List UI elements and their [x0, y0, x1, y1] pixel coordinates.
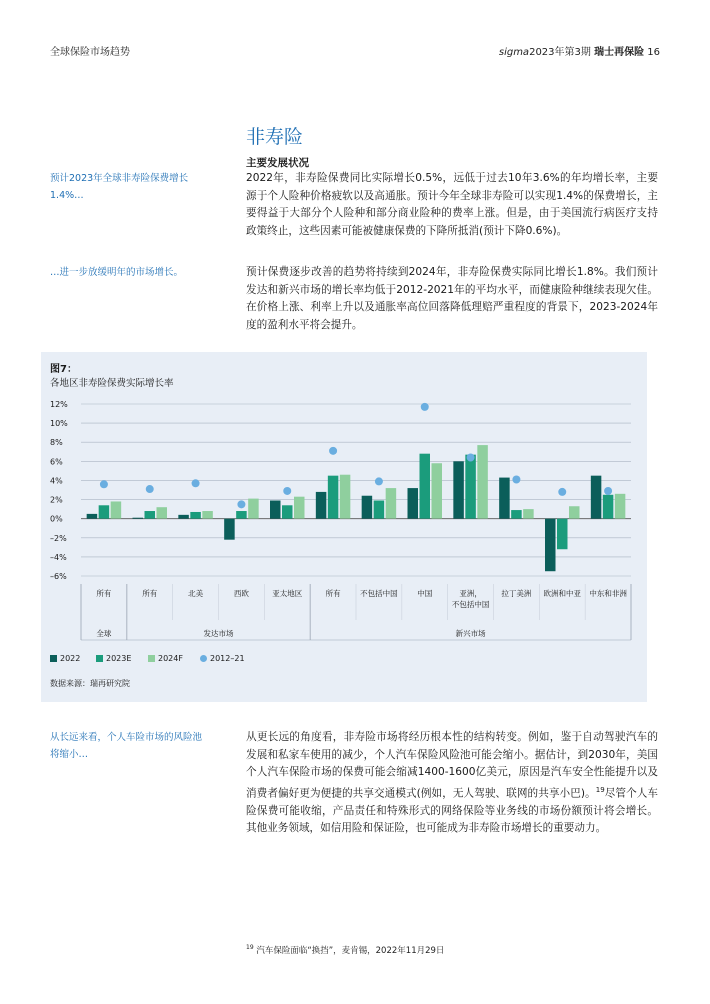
chart-svg [41, 352, 647, 702]
footnote-number: 19 [246, 944, 254, 952]
bar-2023E [145, 511, 156, 519]
bar-2022 [178, 515, 189, 519]
y-tick-label: 10% [50, 419, 68, 429]
dot-2012-21 [146, 485, 154, 493]
bar-2024F [477, 445, 488, 519]
x-tick-label: 所有 [142, 589, 158, 598]
bar-2024F [248, 499, 259, 519]
dot-2012-21 [237, 500, 245, 508]
dot-2012-21 [421, 403, 429, 411]
running-header-left: 全球保险市场趋势 [50, 47, 130, 58]
bar-2023E [557, 519, 568, 550]
dot-2012-21 [558, 488, 566, 496]
bar-2023E [99, 505, 110, 518]
figure-label: 图7： [50, 364, 77, 375]
dot-2012-21 [192, 479, 200, 487]
figure-box [41, 352, 647, 702]
legend-label: 2023E [106, 654, 132, 663]
bar-2023E [374, 501, 385, 519]
bar-2022 [362, 496, 373, 519]
y-tick-label: –4% [50, 552, 67, 562]
dot-2012-21 [329, 447, 337, 455]
footnote-text: 汽车保险面临“换挡”，麦肯锡，2022年11月29日 [256, 946, 445, 956]
bar-2024F [386, 488, 397, 519]
bar-2023E [190, 512, 201, 519]
x-tick-label: 不包括中国 [360, 589, 398, 598]
running-header-right [499, 43, 660, 58]
sidenote-premium-growth: 预计2023年全球非寿险保费增长1.4%… [50, 173, 189, 201]
legend-label: 2012–21 [210, 654, 245, 663]
bar-2024F [432, 463, 443, 518]
bar-2022 [270, 501, 281, 519]
y-tick-label: 4% [50, 476, 63, 486]
legend-swatch-dot [200, 655, 207, 662]
group-label: 新兴市场 [455, 629, 486, 638]
sigma-logo-text: sigma [498, 47, 530, 58]
bar-2023E [236, 511, 247, 519]
bar-2023E [603, 495, 614, 519]
bar-2022 [499, 478, 510, 519]
issue-text: 2023年第3期 [529, 47, 591, 58]
bar-2023E [328, 476, 339, 519]
legend-label: 2022 [60, 654, 81, 663]
bar-2023E [282, 505, 293, 518]
bar-2024F [569, 506, 580, 518]
chart-title: 各地区非寿险保费实际增长率 [50, 378, 174, 389]
legend-swatch-2024F [148, 655, 155, 662]
legend-swatch-2022 [50, 655, 57, 662]
y-tick-label: 8% [50, 438, 63, 448]
footnote [246, 944, 444, 956]
figure-source: 数据来源：瑞再研究院 [50, 679, 130, 688]
y-tick-label: 6% [50, 457, 63, 467]
bar-2023E [465, 455, 476, 519]
footnote-ref[interactable]: 19 [595, 785, 605, 794]
x-tick-label: 不包括中国 [451, 600, 490, 609]
legend-swatch-2023E [96, 655, 103, 662]
paragraph-3 [246, 729, 658, 838]
x-tick-label: 欧洲和中亚 [543, 589, 581, 598]
bar-2022 [591, 476, 602, 519]
dot-2012-21 [375, 477, 383, 485]
y-tick-label: –6% [50, 572, 67, 581]
y-tick-label: –2% [50, 533, 67, 543]
bar-2022 [224, 519, 235, 540]
x-tick-label: 所有 [96, 589, 112, 598]
dot-2012-21 [512, 475, 520, 483]
group-label: 发达市场 [203, 629, 234, 638]
bar-2022 [453, 461, 464, 518]
sidenote-slowdown: …进一步放缓明年的市场增长。 [50, 267, 184, 278]
y-tick-label: 0% [50, 514, 63, 524]
bar-2022 [87, 514, 98, 519]
paragraph-2: 预计保费逐步改善的趋势将持续到2024年，非寿险保费实际同比增长1.8%。我们预计发达和新兴市场的增长率均低于2012-2021年的平均水平，而健康险种继续表现欠佳。在价格上涨、利率上升以及通胀率高位回落降低理赔严重程度的背景下，2023-2024年度的盈利水平将会提升。 [246, 266, 658, 331]
dot-2012-21 [283, 487, 291, 495]
paragraph-3-part-b: 尽管个人车险保费可能收缩，产品责任和特殊形式的网络保险等业务线的市场份额预计将会增长。其他业务领域，如信用险和保证险，也可能成为非寿险市场增长的重要动力。 [246, 787, 659, 835]
y-tick-label: 2% [50, 495, 63, 505]
x-tick-label: 北美 [188, 589, 204, 598]
bar-2024F [615, 494, 626, 519]
x-tick-label: 拉丁美洲 [501, 589, 532, 598]
bar-2022 [545, 519, 556, 572]
bar-2024F [340, 475, 351, 519]
dot-2012-21 [100, 480, 108, 488]
dot-2012-21 [604, 487, 612, 495]
legend-label: 2024F [158, 654, 183, 663]
group-label: 全球 [96, 629, 112, 638]
bar-2023E [511, 510, 521, 519]
x-tick-label: 中国 [417, 589, 433, 598]
x-tick-label: 所有 [325, 589, 341, 598]
bar-2024F [111, 501, 122, 518]
dot-2012-21 [467, 454, 475, 462]
y-tick-label: 12% [50, 400, 68, 409]
paragraph-1: 2022年，非寿险保费同比实际增长0.5%，远低于过去10年3.6%的年均增长率，主要源于个人险种价格疲软以及高通胀。预计今年全球非寿险可以实现1.4%的保费增长，主要得益于大部分个人险种和部分商业险种的费率上涨。但是，由于美国流行病医疗支持政策终止，这些因素可能被健康保费的下降所抵消(预计下降0.6%)。 [246, 172, 658, 237]
x-tick-label: 西欧 [233, 589, 249, 598]
bar-2024F [523, 509, 534, 519]
bar-2024F [294, 497, 305, 519]
page-number: 16 [647, 47, 660, 58]
bar-2024F [202, 511, 213, 519]
sidenote-motor-risk-pool: 从长远来看，个人车险市场的风险池将缩小… [50, 732, 203, 760]
x-tick-label: 亚洲， [459, 589, 482, 598]
bar-2024F [157, 507, 168, 518]
bar-2023E [420, 454, 431, 519]
bar-2022 [316, 492, 327, 519]
x-tick-label: 中东和非洲 [589, 589, 627, 598]
bar-2022 [408, 488, 419, 519]
x-tick-label: 亚太地区 [272, 589, 303, 598]
brand-name: 瑞士再保险 [594, 47, 645, 58]
paragraph-3-part-a: 从更长远的角度看，非寿险市场将经历根本性的结构转变。例如，鉴于自动驾驶汽车的发展和私家车使用的减少，个人汽车保险风险池可能会缩小。据估计，到2030年，美国个人汽车保险市场的保费可能会缩减1400-1600亿美元，原因是汽车安全性能提升以及消费者偏好更为便捷的共享交通模式(例如，无人驾驶、联网的共享小巴)。 [246, 731, 658, 800]
subsection-heading: 主要发展状况 [246, 157, 309, 169]
bar-2022 [133, 518, 144, 519]
section-title: 非寿险 [246, 126, 304, 148]
